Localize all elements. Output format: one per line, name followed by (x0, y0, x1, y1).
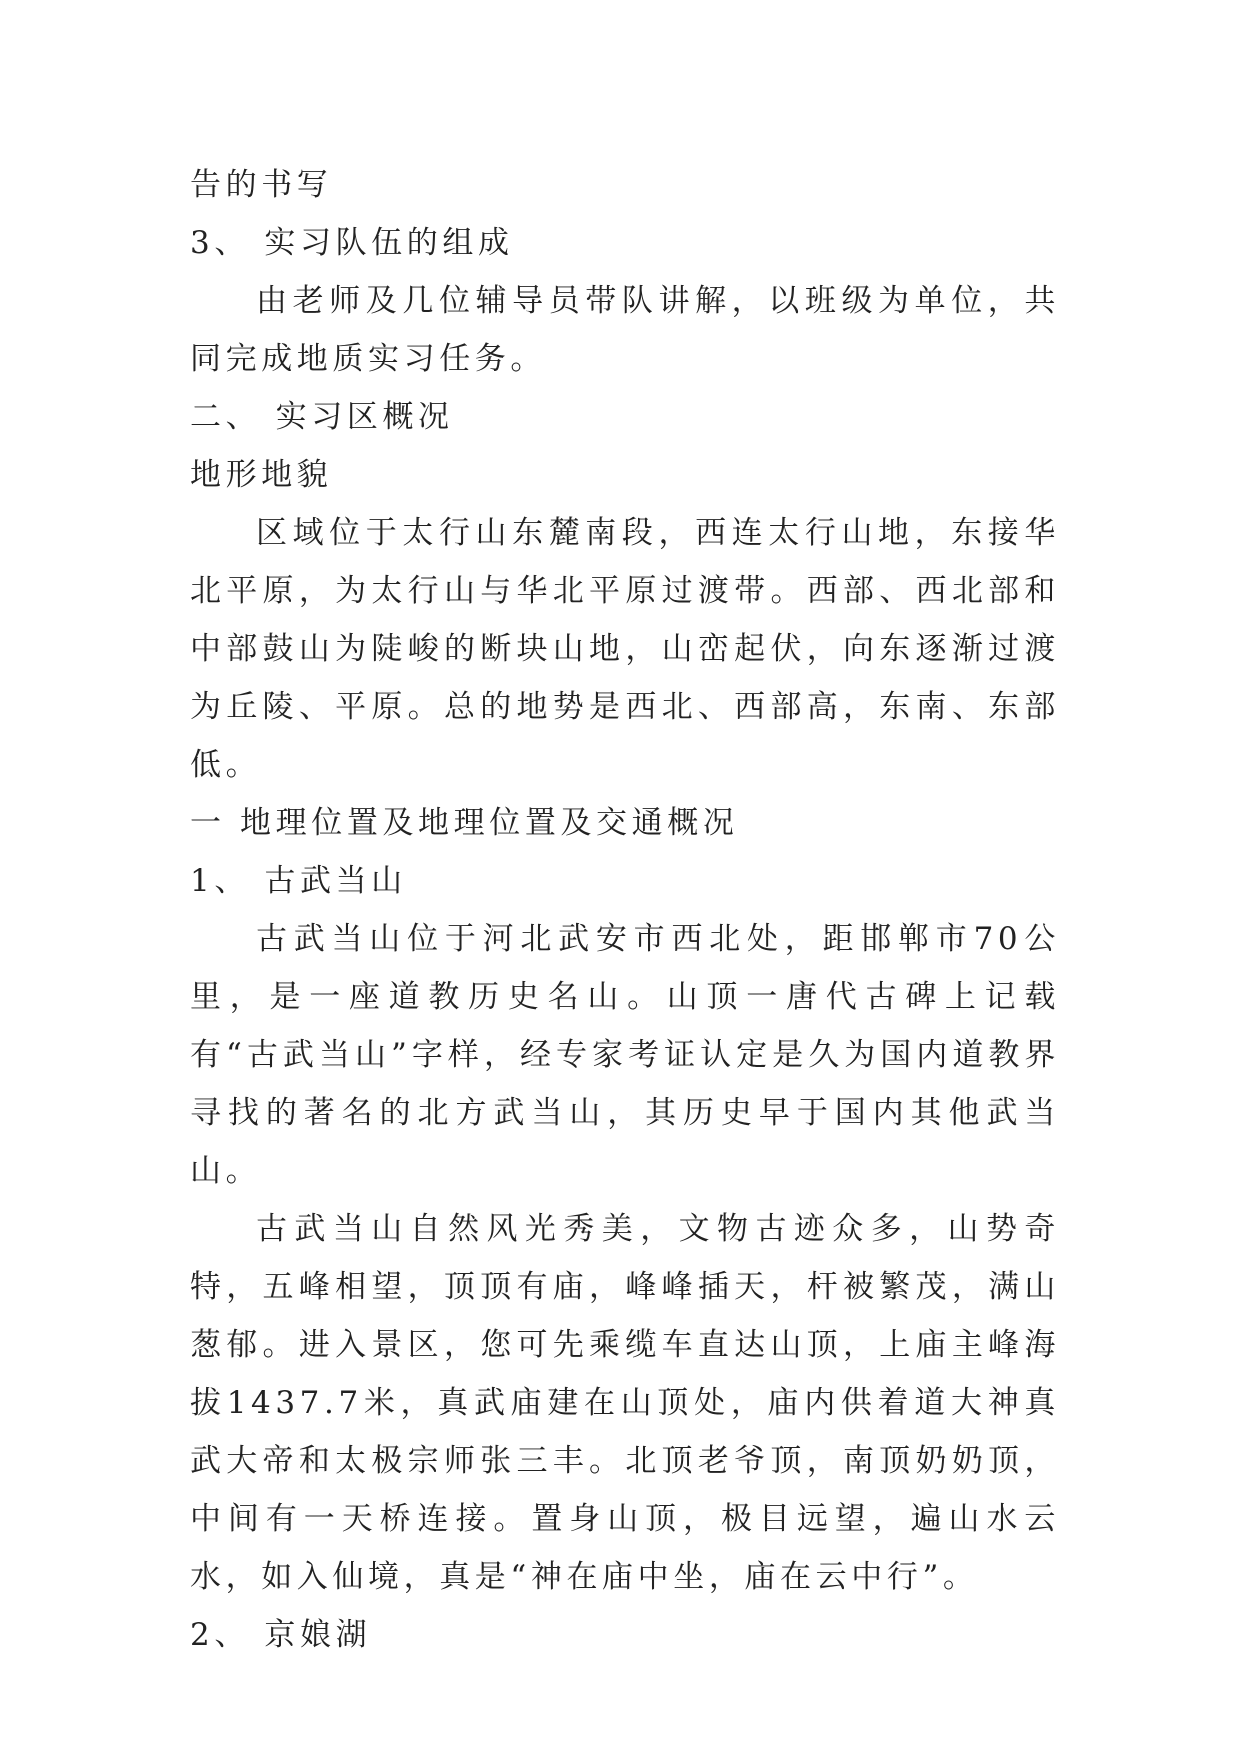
heading-jingniang-lake: 2、 京娘湖 (190, 1617, 372, 1653)
paragraph-continuation: 告的书写 (190, 167, 333, 203)
paragraph-team-description: 由老师及几位辅导员带队讲解，以班级为单位，共同完成地质实习任务。 (190, 283, 1060, 377)
paragraph-gu-wudang-scenery: 古武当山自然风光秀美，文物古迹众多，山势奇特，五峰相望，顶顶有庙，峰峰插天，杆被繁茂，满山葱郁。进入景区，您可先乘缆车直达山顶，上庙主峰海拔1437.7米，真武庙建在山顶处，庙内供着道大神真武大帝和太极宗师张三丰。北顶老爷顶，南顶奶奶顶，中间有一天桥连接。置身山顶，极目远望，遍山水云水，如入仙境，真是“神在庙中坐，庙在云中行”。 (190, 1211, 1060, 1595)
heading-landform: 地形地貌 (190, 457, 333, 493)
heading-internship-team: 3、 实习队伍的组成 (190, 225, 514, 261)
heading-location-traffic: 一 地理位置及地理位置及交通概况 (190, 805, 739, 841)
document-body (190, 156, 1060, 1664)
heading-gu-wudang-mountain: 1、 古武当山 (190, 863, 407, 899)
paragraph-landform-description: 区域位于太行山东麓南段，西连太行山地，东接华北平原，为太行山与华北平原过渡带。西部、西北部和中部鼓山为陡峻的断块山地，山峦起伏，向东逐渐过渡为丘陵、平原。总的地势是西北、西部高，东南、东部低。 (190, 515, 1060, 783)
paragraph-gu-wudang-location: 古武当山位于河北武安市西北处，距邯郸市70公里，是一座道教历史名山。山顶一唐代古碑上记载有“古武当山”字样，经专家考证认定是久为国内道教界寻找的著名的北方武当山，其历史早于国内其他武当山。 (190, 921, 1060, 1189)
heading-area-overview: 二、 实习区概况 (190, 399, 454, 435)
